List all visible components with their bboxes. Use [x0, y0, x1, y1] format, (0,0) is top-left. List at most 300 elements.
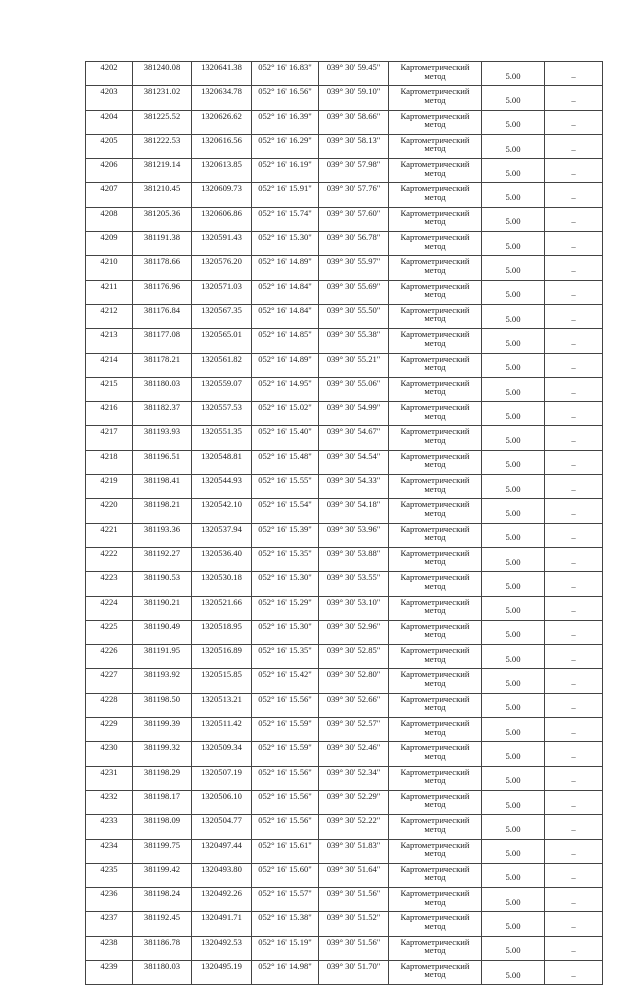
latitude-cell: 052° 16' 15.74" — [252, 207, 319, 231]
note-cell: – — [545, 888, 603, 912]
accuracy-cell: 5.00 — [482, 110, 545, 134]
latitude-cell: 052° 16' 16.39" — [252, 110, 319, 134]
x-coordinate-cell: 381193.92 — [133, 669, 192, 693]
note-cell: – — [545, 256, 603, 280]
x-coordinate-cell: 381190.53 — [133, 572, 192, 596]
table-row — [86, 450, 603, 474]
point-number-cell: 4206 — [86, 159, 133, 183]
point-number-cell: 4235 — [86, 863, 133, 887]
method-cell: Картометрический метод — [389, 790, 482, 814]
point-number-cell: 4220 — [86, 499, 133, 523]
longitude-cell: 039° 30' 58.13" — [319, 134, 389, 158]
y-coordinate-cell: 1320606.86 — [192, 207, 252, 231]
x-coordinate-cell: 381210.45 — [133, 183, 192, 207]
table-row — [86, 523, 603, 547]
longitude-cell: 039° 30' 55.06" — [319, 377, 389, 401]
x-coordinate-cell: 381192.27 — [133, 547, 192, 571]
note-cell: – — [545, 207, 603, 231]
method-cell: Картометрический метод — [389, 912, 482, 936]
longitude-cell: 039° 30' 51.52" — [319, 912, 389, 936]
table-row — [86, 742, 603, 766]
longitude-cell: 039° 30' 52.34" — [319, 766, 389, 790]
y-coordinate-cell: 1320626.62 — [192, 110, 252, 134]
latitude-cell: 052° 16' 15.91" — [252, 183, 319, 207]
point-number-cell: 4216 — [86, 402, 133, 426]
y-coordinate-cell: 1320493.80 — [192, 863, 252, 887]
method-cell: Картометрический метод — [389, 888, 482, 912]
accuracy-cell: 5.00 — [482, 790, 545, 814]
point-number-cell: 4209 — [86, 232, 133, 256]
method-cell: Картометрический метод — [389, 207, 482, 231]
latitude-cell: 052° 16' 15.48" — [252, 450, 319, 474]
method-cell: Картометрический метод — [389, 402, 482, 426]
method-cell: Картометрический метод — [389, 960, 482, 984]
y-coordinate-cell: 1320530.18 — [192, 572, 252, 596]
latitude-cell: 052° 16' 15.19" — [252, 936, 319, 960]
latitude-cell: 052° 16' 15.57" — [252, 888, 319, 912]
table-row — [86, 329, 603, 353]
x-coordinate-cell: 381205.36 — [133, 207, 192, 231]
table-row — [86, 377, 603, 401]
y-coordinate-cell: 1320511.42 — [192, 718, 252, 742]
table-row — [86, 839, 603, 863]
x-coordinate-cell: 381196.51 — [133, 450, 192, 474]
accuracy-cell: 5.00 — [482, 183, 545, 207]
longitude-cell: 039° 30' 54.18" — [319, 499, 389, 523]
accuracy-cell: 5.00 — [482, 207, 545, 231]
longitude-cell: 039° 30' 51.56" — [319, 936, 389, 960]
longitude-cell: 039° 30' 54.54" — [319, 450, 389, 474]
method-cell: Картометрический метод — [389, 936, 482, 960]
longitude-cell: 039° 30' 56.78" — [319, 232, 389, 256]
accuracy-cell: 5.00 — [482, 547, 545, 571]
point-number-cell: 4229 — [86, 718, 133, 742]
note-cell: – — [545, 620, 603, 644]
accuracy-cell: 5.00 — [482, 329, 545, 353]
method-cell: Картометрический метод — [389, 232, 482, 256]
x-coordinate-cell: 381192.45 — [133, 912, 192, 936]
note-cell: – — [545, 159, 603, 183]
y-coordinate-cell: 1320551.35 — [192, 426, 252, 450]
x-coordinate-cell: 381222.53 — [133, 134, 192, 158]
accuracy-cell: 5.00 — [482, 134, 545, 158]
y-coordinate-cell: 1320576.20 — [192, 256, 252, 280]
x-coordinate-cell: 381199.32 — [133, 742, 192, 766]
accuracy-cell: 5.00 — [482, 815, 545, 839]
point-number-cell: 4238 — [86, 936, 133, 960]
x-coordinate-cell: 381178.21 — [133, 353, 192, 377]
method-cell: Картометрический метод — [389, 620, 482, 644]
note-cell: – — [545, 499, 603, 523]
longitude-cell: 039° 30' 59.10" — [319, 86, 389, 110]
longitude-cell: 039° 30' 52.85" — [319, 645, 389, 669]
longitude-cell: 039° 30' 51.56" — [319, 888, 389, 912]
method-cell: Картометрический метод — [389, 547, 482, 571]
longitude-cell: 039° 30' 54.67" — [319, 426, 389, 450]
y-coordinate-cell: 1320591.43 — [192, 232, 252, 256]
x-coordinate-cell: 381177.08 — [133, 329, 192, 353]
latitude-cell: 052° 16' 15.54" — [252, 499, 319, 523]
x-coordinate-cell: 381199.39 — [133, 718, 192, 742]
point-number-cell: 4232 — [86, 790, 133, 814]
note-cell: – — [545, 183, 603, 207]
y-coordinate-cell: 1320515.85 — [192, 669, 252, 693]
latitude-cell: 052° 16' 15.30" — [252, 232, 319, 256]
accuracy-cell: 5.00 — [482, 304, 545, 328]
longitude-cell: 039° 30' 58.66" — [319, 110, 389, 134]
accuracy-cell: 5.00 — [482, 960, 545, 984]
longitude-cell: 039° 30' 52.96" — [319, 620, 389, 644]
y-coordinate-cell: 1320548.81 — [192, 450, 252, 474]
note-cell: – — [545, 450, 603, 474]
y-coordinate-cell: 1320565.01 — [192, 329, 252, 353]
longitude-cell: 039° 30' 52.80" — [319, 669, 389, 693]
y-coordinate-cell: 1320544.93 — [192, 475, 252, 499]
x-coordinate-cell: 381180.03 — [133, 377, 192, 401]
x-coordinate-cell: 381198.17 — [133, 790, 192, 814]
table-row — [86, 207, 603, 231]
table-row — [86, 547, 603, 571]
accuracy-cell: 5.00 — [482, 620, 545, 644]
latitude-cell: 052° 16' 14.95" — [252, 377, 319, 401]
accuracy-cell: 5.00 — [482, 572, 545, 596]
note-cell: – — [545, 353, 603, 377]
latitude-cell: 052° 16' 16.83" — [252, 62, 319, 86]
x-coordinate-cell: 381191.95 — [133, 645, 192, 669]
latitude-cell: 052° 16' 14.89" — [252, 256, 319, 280]
x-coordinate-cell: 381178.66 — [133, 256, 192, 280]
note-cell: – — [545, 960, 603, 984]
table-row — [86, 134, 603, 158]
method-cell: Картометрический метод — [389, 280, 482, 304]
accuracy-cell: 5.00 — [482, 426, 545, 450]
latitude-cell: 052° 16' 15.29" — [252, 596, 319, 620]
note-cell: – — [545, 572, 603, 596]
accuracy-cell: 5.00 — [482, 596, 545, 620]
x-coordinate-cell: 381176.96 — [133, 280, 192, 304]
note-cell: – — [545, 790, 603, 814]
method-cell: Картометрический метод — [389, 523, 482, 547]
table-row — [86, 280, 603, 304]
table-row — [86, 353, 603, 377]
accuracy-cell: 5.00 — [482, 523, 545, 547]
method-cell: Картометрический метод — [389, 572, 482, 596]
y-coordinate-cell: 1320559.07 — [192, 377, 252, 401]
x-coordinate-cell: 381190.21 — [133, 596, 192, 620]
accuracy-cell: 5.00 — [482, 402, 545, 426]
note-cell: – — [545, 86, 603, 110]
coordinates-table — [85, 61, 603, 985]
point-number-cell: 4204 — [86, 110, 133, 134]
x-coordinate-cell: 381180.03 — [133, 960, 192, 984]
table-body — [86, 62, 603, 985]
accuracy-cell: 5.00 — [482, 766, 545, 790]
table-row — [86, 499, 603, 523]
latitude-cell: 052° 16' 15.30" — [252, 620, 319, 644]
table-row — [86, 62, 603, 86]
note-cell: – — [545, 645, 603, 669]
note-cell: – — [545, 329, 603, 353]
y-coordinate-cell: 1320497.44 — [192, 839, 252, 863]
point-number-cell: 4233 — [86, 815, 133, 839]
y-coordinate-cell: 1320516.89 — [192, 645, 252, 669]
y-coordinate-cell: 1320641.38 — [192, 62, 252, 86]
table-row — [86, 572, 603, 596]
latitude-cell: 052° 16' 15.56" — [252, 790, 319, 814]
point-number-cell: 4228 — [86, 693, 133, 717]
point-number-cell: 4236 — [86, 888, 133, 912]
point-number-cell: 4211 — [86, 280, 133, 304]
x-coordinate-cell: 381240.08 — [133, 62, 192, 86]
note-cell: – — [545, 232, 603, 256]
longitude-cell: 039° 30' 57.98" — [319, 159, 389, 183]
table-row — [86, 620, 603, 644]
accuracy-cell: 5.00 — [482, 669, 545, 693]
latitude-cell: 052° 16' 15.56" — [252, 815, 319, 839]
accuracy-cell: 5.00 — [482, 499, 545, 523]
note-cell: – — [545, 280, 603, 304]
latitude-cell: 052° 16' 15.39" — [252, 523, 319, 547]
method-cell: Картометрический метод — [389, 766, 482, 790]
method-cell: Картометрический метод — [389, 183, 482, 207]
y-coordinate-cell: 1320491.71 — [192, 912, 252, 936]
x-coordinate-cell: 381193.36 — [133, 523, 192, 547]
table-row — [86, 912, 603, 936]
latitude-cell: 052° 16' 15.40" — [252, 426, 319, 450]
latitude-cell: 052° 16' 15.38" — [252, 912, 319, 936]
accuracy-cell: 5.00 — [482, 863, 545, 887]
x-coordinate-cell: 381198.24 — [133, 888, 192, 912]
table-row — [86, 256, 603, 280]
y-coordinate-cell: 1320518.95 — [192, 620, 252, 644]
note-cell: – — [545, 936, 603, 960]
note-cell: – — [545, 669, 603, 693]
y-coordinate-cell: 1320567.35 — [192, 304, 252, 328]
y-coordinate-cell: 1320509.34 — [192, 742, 252, 766]
method-cell: Картометрический метод — [389, 450, 482, 474]
accuracy-cell: 5.00 — [482, 86, 545, 110]
point-number-cell: 4239 — [86, 960, 133, 984]
method-cell: Картометрический метод — [389, 353, 482, 377]
method-cell: Картометрический метод — [389, 475, 482, 499]
note-cell: – — [545, 402, 603, 426]
note-cell: – — [545, 426, 603, 450]
latitude-cell: 052° 16' 14.89" — [252, 353, 319, 377]
table-row — [86, 183, 603, 207]
accuracy-cell: 5.00 — [482, 280, 545, 304]
note-cell: – — [545, 523, 603, 547]
y-coordinate-cell: 1320495.19 — [192, 960, 252, 984]
point-number-cell: 4212 — [86, 304, 133, 328]
method-cell: Картометрический метод — [389, 863, 482, 887]
note-cell: – — [545, 547, 603, 571]
point-number-cell: 4213 — [86, 329, 133, 353]
accuracy-cell: 5.00 — [482, 159, 545, 183]
note-cell: – — [545, 718, 603, 742]
latitude-cell: 052° 16' 15.02" — [252, 402, 319, 426]
longitude-cell: 039° 30' 53.10" — [319, 596, 389, 620]
y-coordinate-cell: 1320609.73 — [192, 183, 252, 207]
table-row — [86, 669, 603, 693]
longitude-cell: 039° 30' 52.66" — [319, 693, 389, 717]
longitude-cell: 039° 30' 52.57" — [319, 718, 389, 742]
longitude-cell: 039° 30' 59.45" — [319, 62, 389, 86]
accuracy-cell: 5.00 — [482, 232, 545, 256]
note-cell: – — [545, 693, 603, 717]
point-number-cell: 4210 — [86, 256, 133, 280]
note-cell: – — [545, 377, 603, 401]
method-cell: Картометрический метод — [389, 645, 482, 669]
table-row — [86, 86, 603, 110]
accuracy-cell: 5.00 — [482, 256, 545, 280]
point-number-cell: 4227 — [86, 669, 133, 693]
table-row — [86, 936, 603, 960]
x-coordinate-cell: 381198.21 — [133, 499, 192, 523]
point-number-cell: 4237 — [86, 912, 133, 936]
table-row — [86, 426, 603, 450]
x-coordinate-cell: 381198.09 — [133, 815, 192, 839]
accuracy-cell: 5.00 — [482, 353, 545, 377]
y-coordinate-cell: 1320616.56 — [192, 134, 252, 158]
point-number-cell: 4222 — [86, 547, 133, 571]
point-number-cell: 4203 — [86, 86, 133, 110]
table-row — [86, 888, 603, 912]
table-row — [86, 863, 603, 887]
latitude-cell: 052° 16' 15.35" — [252, 547, 319, 571]
latitude-cell: 052° 16' 15.30" — [252, 572, 319, 596]
latitude-cell: 052° 16' 15.59" — [252, 742, 319, 766]
longitude-cell: 039° 30' 55.21" — [319, 353, 389, 377]
y-coordinate-cell: 1320634.78 — [192, 86, 252, 110]
x-coordinate-cell: 381193.93 — [133, 426, 192, 450]
note-cell: – — [545, 766, 603, 790]
y-coordinate-cell: 1320536.40 — [192, 547, 252, 571]
point-number-cell: 4223 — [86, 572, 133, 596]
x-coordinate-cell: 381225.52 — [133, 110, 192, 134]
longitude-cell: 039° 30' 54.99" — [319, 402, 389, 426]
table-row — [86, 718, 603, 742]
longitude-cell: 039° 30' 55.97" — [319, 256, 389, 280]
point-number-cell: 4224 — [86, 596, 133, 620]
note-cell: – — [545, 596, 603, 620]
latitude-cell: 052° 16' 16.19" — [252, 159, 319, 183]
table-row — [86, 960, 603, 984]
note-cell: – — [545, 62, 603, 86]
longitude-cell: 039° 30' 53.96" — [319, 523, 389, 547]
accuracy-cell: 5.00 — [482, 645, 545, 669]
method-cell: Картометрический метод — [389, 742, 482, 766]
point-number-cell: 4214 — [86, 353, 133, 377]
accuracy-cell: 5.00 — [482, 450, 545, 474]
longitude-cell: 039° 30' 55.50" — [319, 304, 389, 328]
longitude-cell: 039° 30' 55.69" — [319, 280, 389, 304]
method-cell: Картометрический метод — [389, 669, 482, 693]
note-cell: – — [545, 912, 603, 936]
method-cell: Картометрический метод — [389, 329, 482, 353]
latitude-cell: 052° 16' 15.60" — [252, 863, 319, 887]
accuracy-cell: 5.00 — [482, 693, 545, 717]
x-coordinate-cell: 381198.41 — [133, 475, 192, 499]
y-coordinate-cell: 1320557.53 — [192, 402, 252, 426]
method-cell: Картометрический метод — [389, 304, 482, 328]
y-coordinate-cell: 1320513.21 — [192, 693, 252, 717]
note-cell: – — [545, 815, 603, 839]
note-cell: – — [545, 839, 603, 863]
longitude-cell: 039° 30' 57.60" — [319, 207, 389, 231]
x-coordinate-cell: 381198.29 — [133, 766, 192, 790]
method-cell: Картометрический метод — [389, 815, 482, 839]
point-number-cell: 4219 — [86, 475, 133, 499]
longitude-cell: 039° 30' 52.29" — [319, 790, 389, 814]
longitude-cell: 039° 30' 54.33" — [319, 475, 389, 499]
point-number-cell: 4234 — [86, 839, 133, 863]
method-cell: Картометрический метод — [389, 159, 482, 183]
latitude-cell: 052° 16' 14.84" — [252, 304, 319, 328]
method-cell: Картометрический метод — [389, 377, 482, 401]
table-row — [86, 815, 603, 839]
accuracy-cell: 5.00 — [482, 62, 545, 86]
method-cell: Картометрический метод — [389, 596, 482, 620]
latitude-cell: 052° 16' 15.61" — [252, 839, 319, 863]
x-coordinate-cell: 381182.37 — [133, 402, 192, 426]
y-coordinate-cell: 1320571.03 — [192, 280, 252, 304]
table-row — [86, 304, 603, 328]
method-cell: Картометрический метод — [389, 86, 482, 110]
longitude-cell: 039° 30' 51.70" — [319, 960, 389, 984]
point-number-cell: 4215 — [86, 377, 133, 401]
x-coordinate-cell: 381198.50 — [133, 693, 192, 717]
table-row — [86, 790, 603, 814]
method-cell: Картометрический метод — [389, 718, 482, 742]
latitude-cell: 052° 16' 15.35" — [252, 645, 319, 669]
x-coordinate-cell: 381191.38 — [133, 232, 192, 256]
point-number-cell: 4208 — [86, 207, 133, 231]
note-cell: – — [545, 863, 603, 887]
latitude-cell: 052° 16' 14.85" — [252, 329, 319, 353]
longitude-cell: 039° 30' 51.64" — [319, 863, 389, 887]
y-coordinate-cell: 1320504.77 — [192, 815, 252, 839]
table-row — [86, 766, 603, 790]
longitude-cell: 039° 30' 52.22" — [319, 815, 389, 839]
latitude-cell: 052° 16' 15.55" — [252, 475, 319, 499]
x-coordinate-cell: 381219.14 — [133, 159, 192, 183]
latitude-cell: 052° 16' 16.56" — [252, 86, 319, 110]
accuracy-cell: 5.00 — [482, 718, 545, 742]
point-number-cell: 4218 — [86, 450, 133, 474]
note-cell: – — [545, 134, 603, 158]
latitude-cell: 052° 16' 15.42" — [252, 669, 319, 693]
latitude-cell: 052° 16' 15.56" — [252, 693, 319, 717]
latitude-cell: 052° 16' 15.59" — [252, 718, 319, 742]
longitude-cell: 039° 30' 55.38" — [319, 329, 389, 353]
point-number-cell: 4230 — [86, 742, 133, 766]
method-cell: Картометрический метод — [389, 693, 482, 717]
note-cell: – — [545, 110, 603, 134]
method-cell: Картометрический метод — [389, 62, 482, 86]
table-row — [86, 110, 603, 134]
longitude-cell: 039° 30' 53.55" — [319, 572, 389, 596]
method-cell: Картометрический метод — [389, 426, 482, 450]
y-coordinate-cell: 1320613.85 — [192, 159, 252, 183]
latitude-cell: 052° 16' 16.29" — [252, 134, 319, 158]
x-coordinate-cell: 381199.42 — [133, 863, 192, 887]
table-row — [86, 693, 603, 717]
longitude-cell: 039° 30' 51.83" — [319, 839, 389, 863]
point-number-cell: 4231 — [86, 766, 133, 790]
method-cell: Картометрический метод — [389, 110, 482, 134]
point-number-cell: 4226 — [86, 645, 133, 669]
method-cell: Картометрический метод — [389, 134, 482, 158]
